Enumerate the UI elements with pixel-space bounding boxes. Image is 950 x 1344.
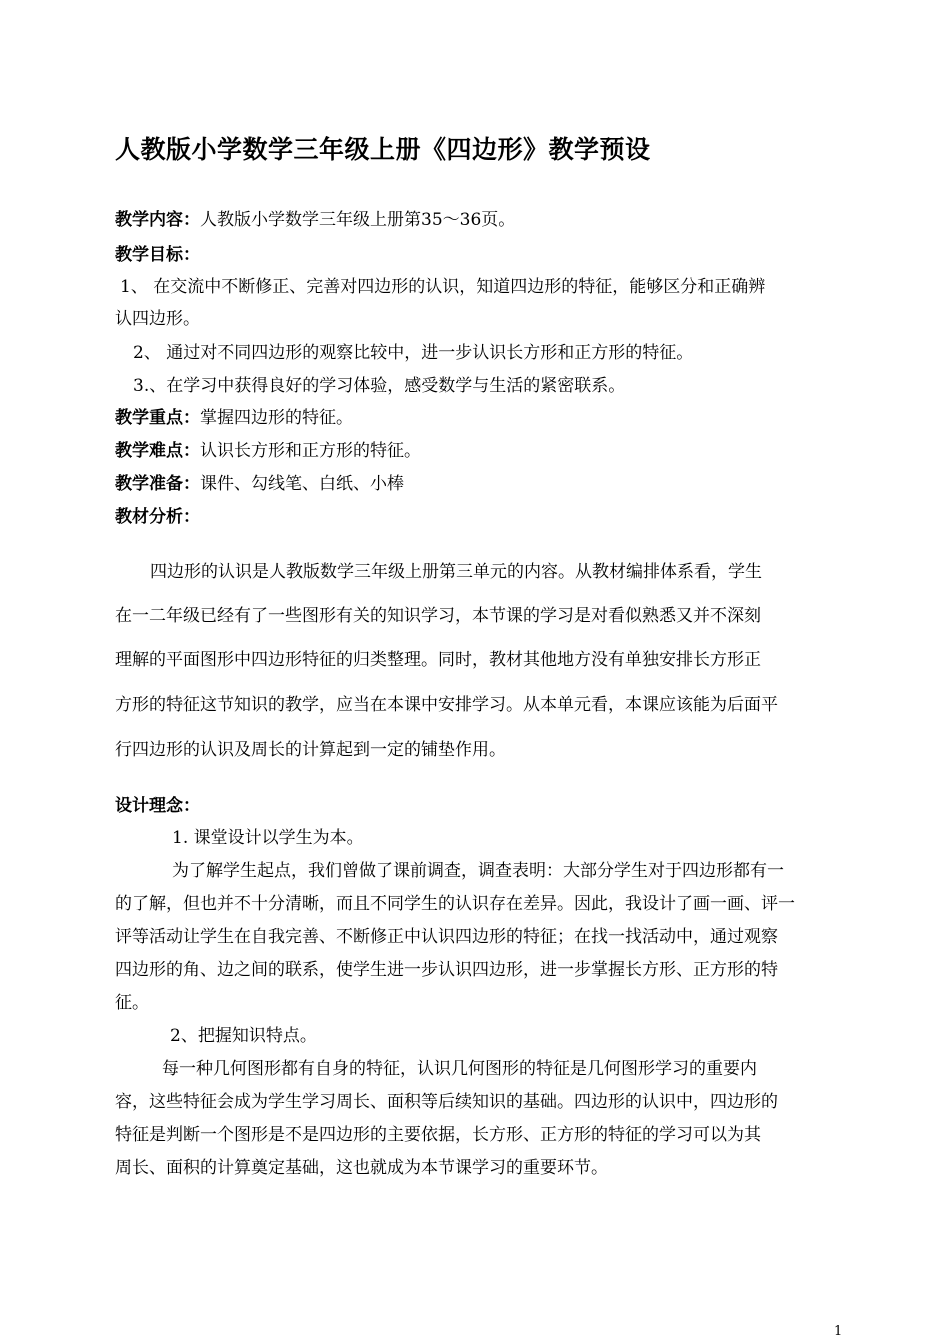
goals-label: 教学目标：: [115, 245, 200, 265]
analysis-line: 在一二年级已经有了一些图形有关的知识学习，本节课的学习是对看似熟悉又并不深刻: [115, 606, 761, 626]
content-label: 教学内容：: [115, 210, 200, 230]
preparation-label: 教学准备：: [115, 474, 200, 494]
design-point-1: 1. 课堂设计以学生为本。: [172, 828, 364, 848]
content-line: [115, 205, 515, 230]
design-para1-line: 四边形的角、边之间的联系，使学生进一步认识四边形，进一步掌握长方形、正方形的特: [115, 960, 778, 980]
document-title: 人教版小学数学三年级上册《四边形》教学预设: [115, 135, 651, 164]
goal-item-2: 2、 通过对不同四边形的观察比较中，进一步认识长方形和正方形的特征。: [133, 343, 694, 363]
design-para2-line: 每一种几何图形都有自身的特征，认识几何图形的特征是几何图形学习的重要内: [162, 1059, 757, 1079]
analysis-line: 行四边形的认识及周长的计算起到一定的铺垫作用。: [115, 740, 506, 760]
analysis-line: 理解的平面图形中四边形特征的归类整理。同时，教材其他地方没有单独安排长方形正: [115, 650, 761, 670]
design-para1-line: 为了解学生起点，我们曾做了课前调查，调查表明：大部分学生对于四边形都有一: [172, 861, 784, 881]
design-para2-line: 特征是判断一个图形是不是四边形的主要依据，长方形、正方形的特征的学习可以为其: [115, 1125, 761, 1145]
design-label: 设计理念：: [115, 796, 200, 816]
preparation-text: 课件、勾线笔、白纸、小棒: [200, 474, 404, 494]
preparation-line: [115, 469, 404, 494]
goal-item-1: 1、 在交流中不断修正、完善对四边形的认识，知道四边形的特征，能够区分和正确辨: [120, 277, 766, 297]
design-para1-line: 的了解，但也并不十分清晰，而且不同学生的认识存在差异。因此，我设计了画一画、评一: [115, 894, 795, 914]
content-text: 人教版小学数学三年级上册第35～36页。: [200, 210, 516, 230]
design-para1-line: 评等活动让学生在自我完善、不断修正中认识四边形的特征；在找一找活动中，通过观察: [115, 927, 778, 947]
design-para2-line: 周长、面积的计算奠定基础，这也就成为本节课学习的重要环节。: [115, 1158, 608, 1178]
design-para2-line: 容，这些特征会成为学生学习周长、面积等后续知识的基础。四边形的认识中，四边形的: [115, 1092, 778, 1112]
difficulty-line: [115, 436, 421, 461]
goal-item-3: 3.、在学习中获得良好的学习体验，感受数学与生活的紧密联系。: [133, 376, 626, 396]
key-point-text: 掌握四边形的特征。: [200, 408, 353, 428]
goal-item-1-cont: 认四边形。: [115, 309, 200, 329]
key-point-line: [115, 403, 353, 428]
design-point-2: 2、把握知识特点。: [170, 1026, 317, 1046]
difficulty-label: 教学难点：: [115, 441, 200, 461]
analysis-line: 方形的特征这节知识的教学，应当在本课中安排学习。从本单元看，本课应该能为后面平: [115, 695, 778, 715]
page-number: 1: [834, 1324, 843, 1339]
difficulty-text: 认识长方形和正方形的特征。: [200, 441, 421, 461]
analysis-line: 四边形的认识是人教版数学三年级上册第三单元的内容。从教材编排体系看，学生: [150, 562, 762, 582]
design-para1-line: 征。: [115, 993, 149, 1013]
key-point-label: 教学重点：: [115, 408, 200, 428]
analysis-label: 教材分析：: [115, 507, 200, 527]
